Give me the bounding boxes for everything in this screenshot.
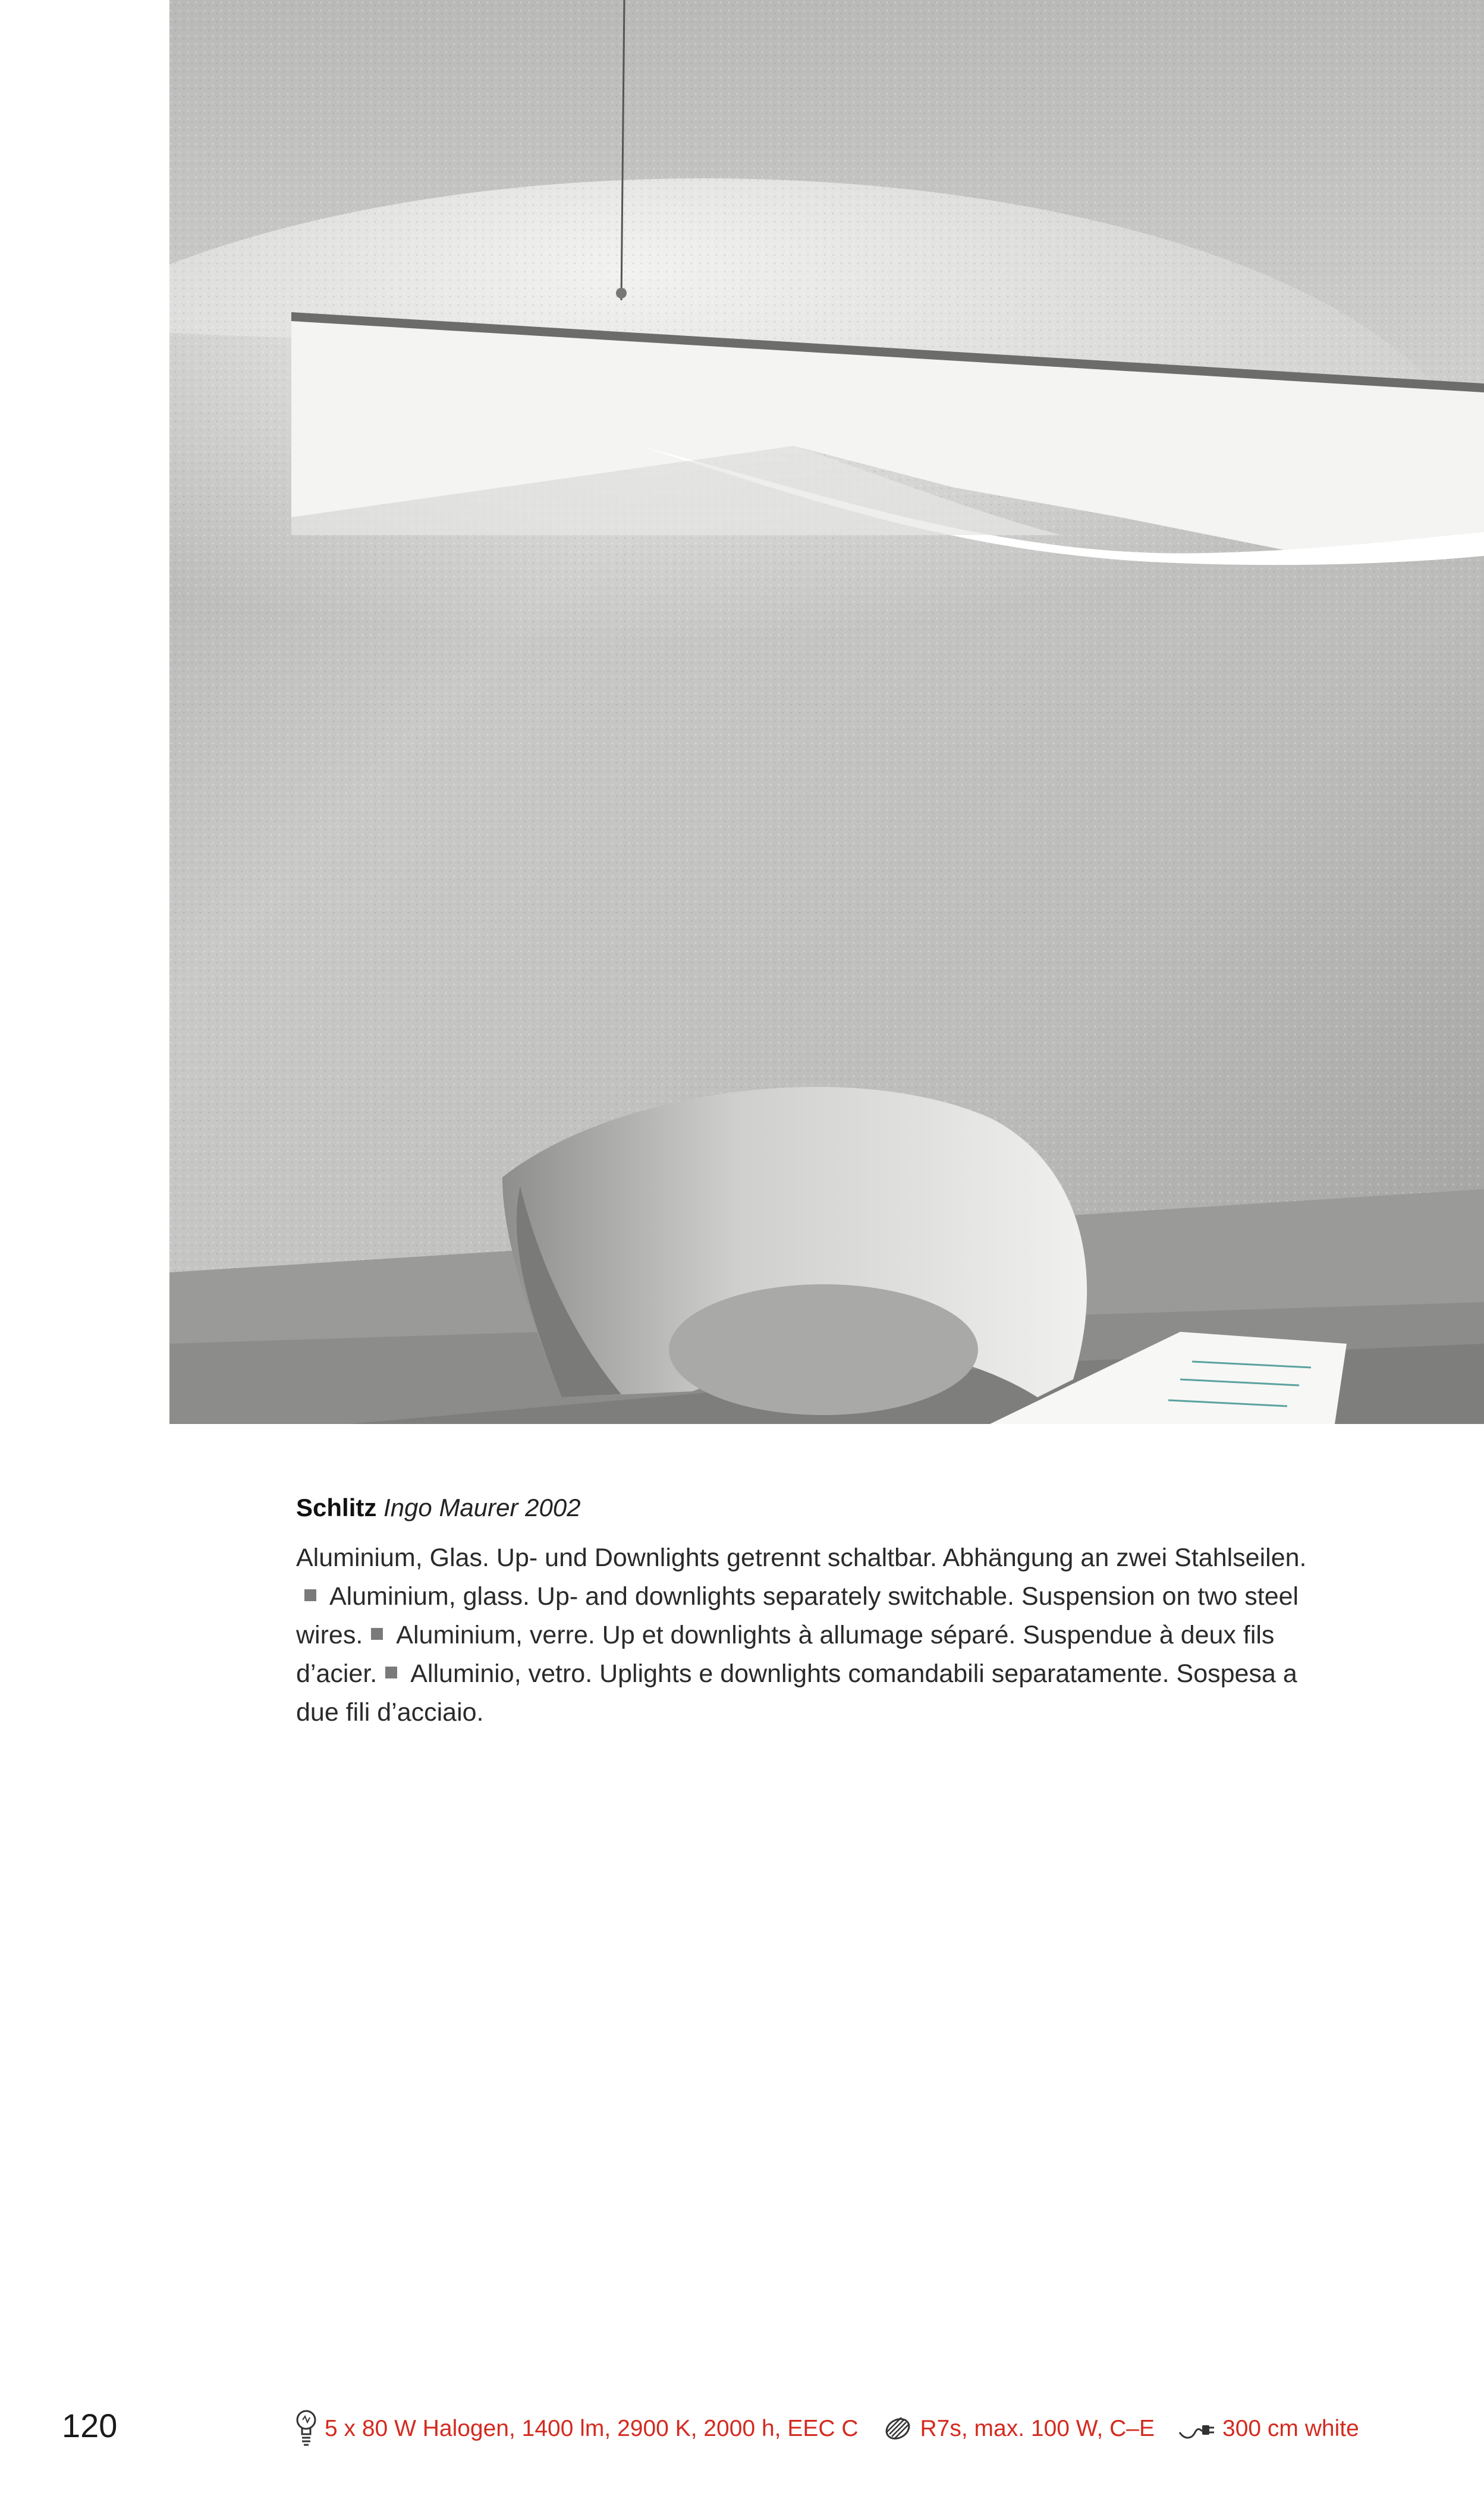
spec-lamp xyxy=(295,2409,859,2448)
product-caption xyxy=(296,1491,1307,1732)
product-description xyxy=(296,1539,1307,1732)
description-de: Aluminium, Glas. Up- und Downlights getrennt schaltbar. Abhängung an zwei Stahlseilen. xyxy=(296,1544,1307,1572)
separator-square-icon xyxy=(304,1589,316,1601)
product-designer-year: Ingo Maurer 2002 xyxy=(383,1494,581,1522)
power-plug-icon xyxy=(1178,2417,1215,2441)
description-it: Alluminio, vetro. Uplights e downlights comandabili separatamente. Sospesa a due fili d’acciaio. xyxy=(296,1659,1297,1727)
spec-cable xyxy=(1178,2416,1359,2442)
page-number: 120 xyxy=(62,2407,118,2444)
product-name: Schlitz xyxy=(296,1494,377,1522)
separator-square-icon xyxy=(371,1628,383,1640)
description-fr: Aluminium, verre. Up et downlights à allumage séparé. Suspendue à deux fils d’acier. xyxy=(296,1621,1275,1688)
description-en: Aluminium, glass. Up- and downlights separately switchable. Suspension on two steel wires. xyxy=(296,1582,1299,1649)
light-bulb-icon xyxy=(295,2409,317,2448)
spec-cable-text: 300 cm white xyxy=(1222,2416,1359,2441)
product-title xyxy=(296,1491,1307,1524)
product-photo xyxy=(169,0,1484,1424)
spec-lamp-text: 5 x 80 W Halogen, 1400 lm, 2900 K, 2000 h, EEC C xyxy=(325,2416,859,2441)
lamp-socket-icon xyxy=(882,2415,913,2442)
spec-socket xyxy=(882,2415,1155,2442)
spec-socket-text: R7s, max. 100 W, C–E xyxy=(920,2416,1155,2441)
technical-specs xyxy=(295,2408,1359,2450)
separator-square-icon xyxy=(385,1667,397,1678)
